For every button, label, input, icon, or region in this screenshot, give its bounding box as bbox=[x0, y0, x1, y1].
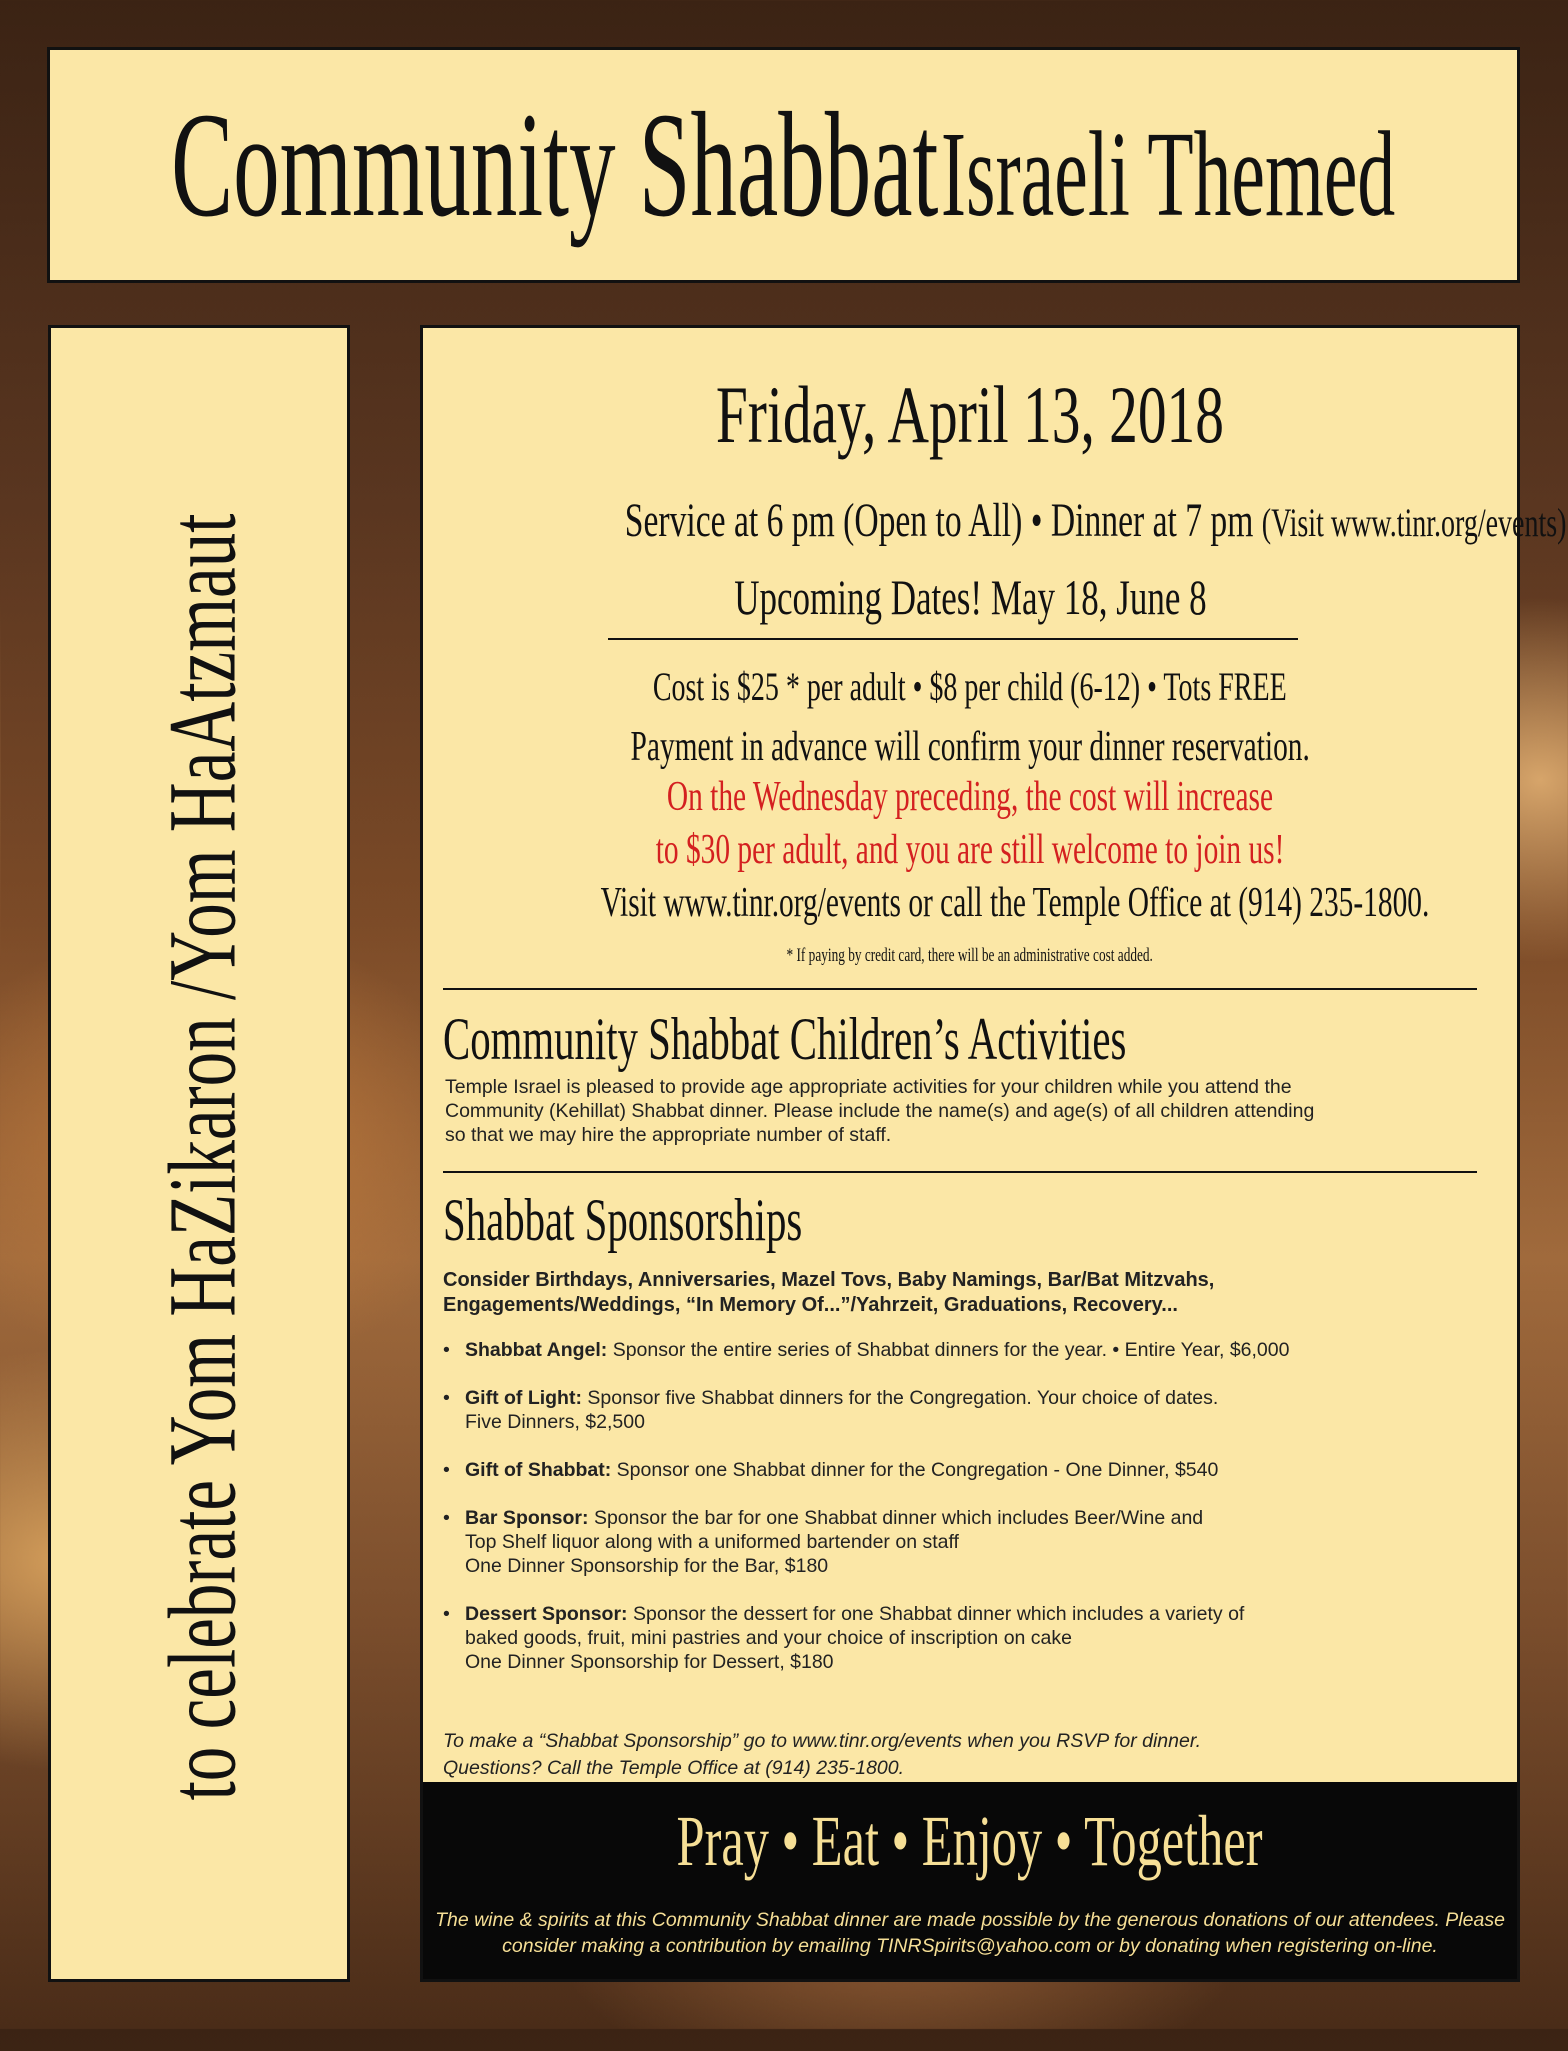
side-banner-text: to celebrate Yom HaZikaron /Yom HaAtzmaut bbox=[148, 513, 256, 1801]
credit-card-footnote: * If paying by credit card, there will be an administrative cost added. bbox=[786, 945, 1154, 966]
page-title bbox=[171, 79, 1395, 251]
list-item: • Dessert Sponsor: Sponsor the dessert for one Shabbat dinner which includes a variety of baked goods, fruit, mini pastries and your choice of inscription on cake One Dinner Sponsorship for Dessert, $180 bbox=[443, 1602, 1483, 1674]
service-note: (Visit www.tinr.org/events) bbox=[1261, 500, 1567, 545]
divider bbox=[443, 988, 1477, 990]
title-subtitle: Israeli Themed bbox=[941, 107, 1396, 242]
footer-band bbox=[423, 1782, 1517, 1979]
title-main: Community Shabbat bbox=[171, 82, 939, 248]
divider bbox=[443, 1171, 1477, 1173]
divider bbox=[608, 638, 1298, 640]
price-increase-line-2: to $30 per adult, and you are still welcome to join us! bbox=[655, 827, 1285, 873]
side-banner-panel bbox=[48, 325, 350, 1982]
children-activities-body: Temple Israel is pleased to provide age appropriate activities for your children while you attend the Community (Kehillat) Shabbat dinner. Please include the name(s) and age(s) of all children attending so that we may hire the appropriate number of staff. bbox=[445, 1076, 1315, 1146]
footer-note: The wine & spirits at this Community Shabbat dinner are made possible by the generous donations of our attendees. Please consider making a contribution by emailing TINRSpirits@yahoo.com or by donating when registering on-line. bbox=[435, 1909, 1505, 1957]
list-item: • Shabbat Angel: Sponsor the entire series of Shabbat dinners for the year. • Entire Year, $6,000 bbox=[443, 1338, 1483, 1362]
cost-info: Cost is $25 * per adult • $8 per child (6-12) • Tots FREE bbox=[653, 664, 1287, 709]
sponsorships-intro: Consider Birthdays, Anniversaries, Mazel Tovs, Baby Namings, Bar/Bat Mitzvahs, Engagements/Weddings, “In Memory Of...”/Yahrzeit, Graduations, Recovery... bbox=[443, 1269, 1215, 1316]
event-date: Friday, April 13, 2018 bbox=[715, 369, 1225, 460]
tagline: Pray • Eat • Enjoy • Together bbox=[677, 1801, 1263, 1881]
children-activities-heading: Community Shabbat Children’s Activities bbox=[443, 1006, 1127, 1072]
main-info-panel bbox=[420, 325, 1567, 1982]
price-increase-line-1: On the Wednesday preceding, the cost will increase bbox=[666, 774, 1274, 820]
contact-line: Visit www.tinr.org/events or call the Temple Office at (914) 235-1800. bbox=[600, 880, 1430, 926]
list-item: • Bar Sponsor: Sponsor the bar for one Shabbat dinner which includes Beer/Wine and Top Shelf liquor along with a uniformed bartender on staff One Dinner Sponsorship for the Bar, $180 bbox=[443, 1506, 1483, 1578]
sponsorships-heading: Shabbat Sponsorships bbox=[443, 1187, 803, 1253]
title-panel bbox=[47, 47, 1520, 283]
sponsorship-closing-note: To make a “Shabbat Sponsorship” go to www.tinr.org/events when you RSVP for dinner. Questions? Call the Temple Office at (914) 235-1800. bbox=[443, 1730, 1202, 1779]
list-item: • Gift of Shabbat: Sponsor one Shabbat dinner for the Congregation - One Dinner, $540 bbox=[443, 1458, 1483, 1482]
payment-note: Payment in advance will confirm your dinner reservation. bbox=[630, 724, 1310, 770]
list-item: • Gift of Light: Sponsor five Shabbat dinners for the Congregation. Your choice of dates. Five Dinners, $2,500 bbox=[443, 1386, 1483, 1434]
upcoming-dates: Upcoming Dates! May 18, June 8 bbox=[733, 569, 1207, 625]
service-times: Service at 6 pm (Open to All) • Dinner at 7 pm (Visit www.tinr.org/events) bbox=[624, 494, 1567, 547]
sponsorship-list bbox=[443, 1338, 1483, 1698]
